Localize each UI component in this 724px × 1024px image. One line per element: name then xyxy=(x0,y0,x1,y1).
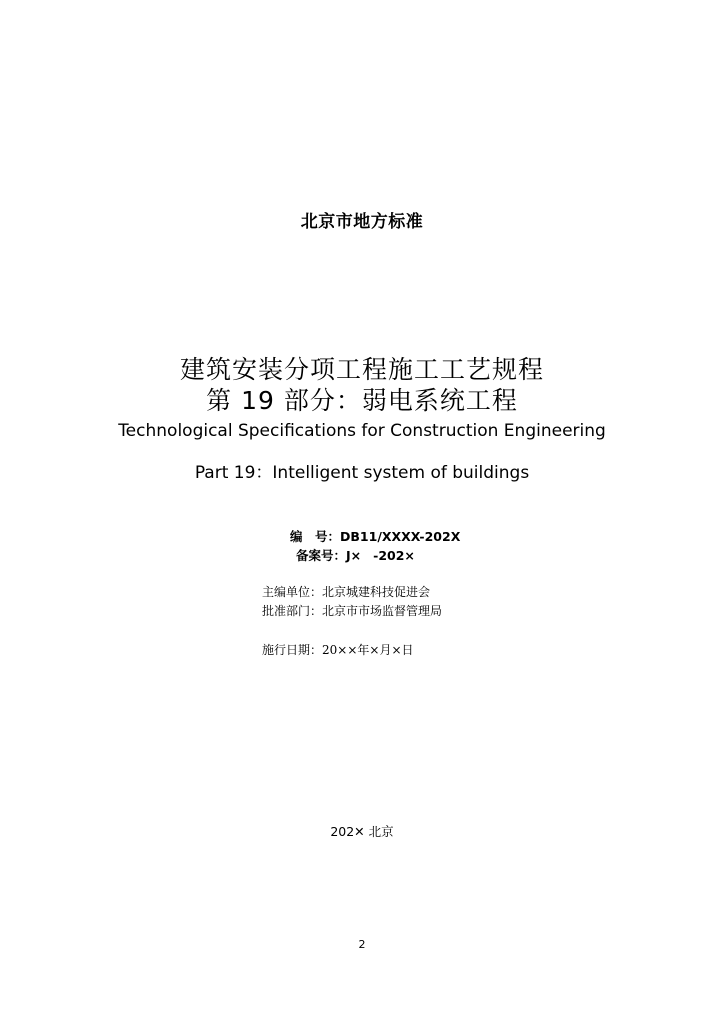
editor-unit xyxy=(262,583,430,600)
implementation-date xyxy=(262,641,414,658)
title-english-line-1: Technological Specifications for Construction Engineering xyxy=(118,421,606,441)
title-chinese-line-1: 建筑安装分项工程施工工艺规程 xyxy=(179,355,544,384)
approving-department xyxy=(262,602,442,619)
approving-department-value: 北京市市场监督管理局 xyxy=(322,604,443,618)
publication-line xyxy=(0,822,724,840)
record-number-prefix: J× xyxy=(346,548,362,563)
approving-department-label: 批准部门： xyxy=(262,604,323,618)
title-chinese-line-2: 第 19 部分：弱电系统工程 xyxy=(206,386,518,415)
page-number: 2 xyxy=(358,938,366,951)
record-number-suffix: -202× xyxy=(373,548,415,563)
record-number xyxy=(296,546,415,564)
standard-type: 北京市地方标准 xyxy=(300,212,424,232)
standard-code-value: DB11/XXXX-202X xyxy=(340,529,461,544)
editor-unit-label: 主编单位： xyxy=(262,585,323,599)
implementation-date-label: 施行日期： xyxy=(262,643,323,657)
editor-unit-value: 北京城建科技促进会 xyxy=(322,585,431,599)
title-english-line-2: Part 19：Intelligent system of buildings xyxy=(194,463,530,483)
standard-code xyxy=(290,527,460,545)
publication-year: 202✕ xyxy=(330,824,365,839)
implementation-date-value: 20××年×月×日 xyxy=(322,643,414,657)
publication-place: 北京 xyxy=(368,824,394,839)
standard-code-label: 编 号： xyxy=(290,529,341,544)
record-number-label: 备案号： xyxy=(296,548,347,563)
